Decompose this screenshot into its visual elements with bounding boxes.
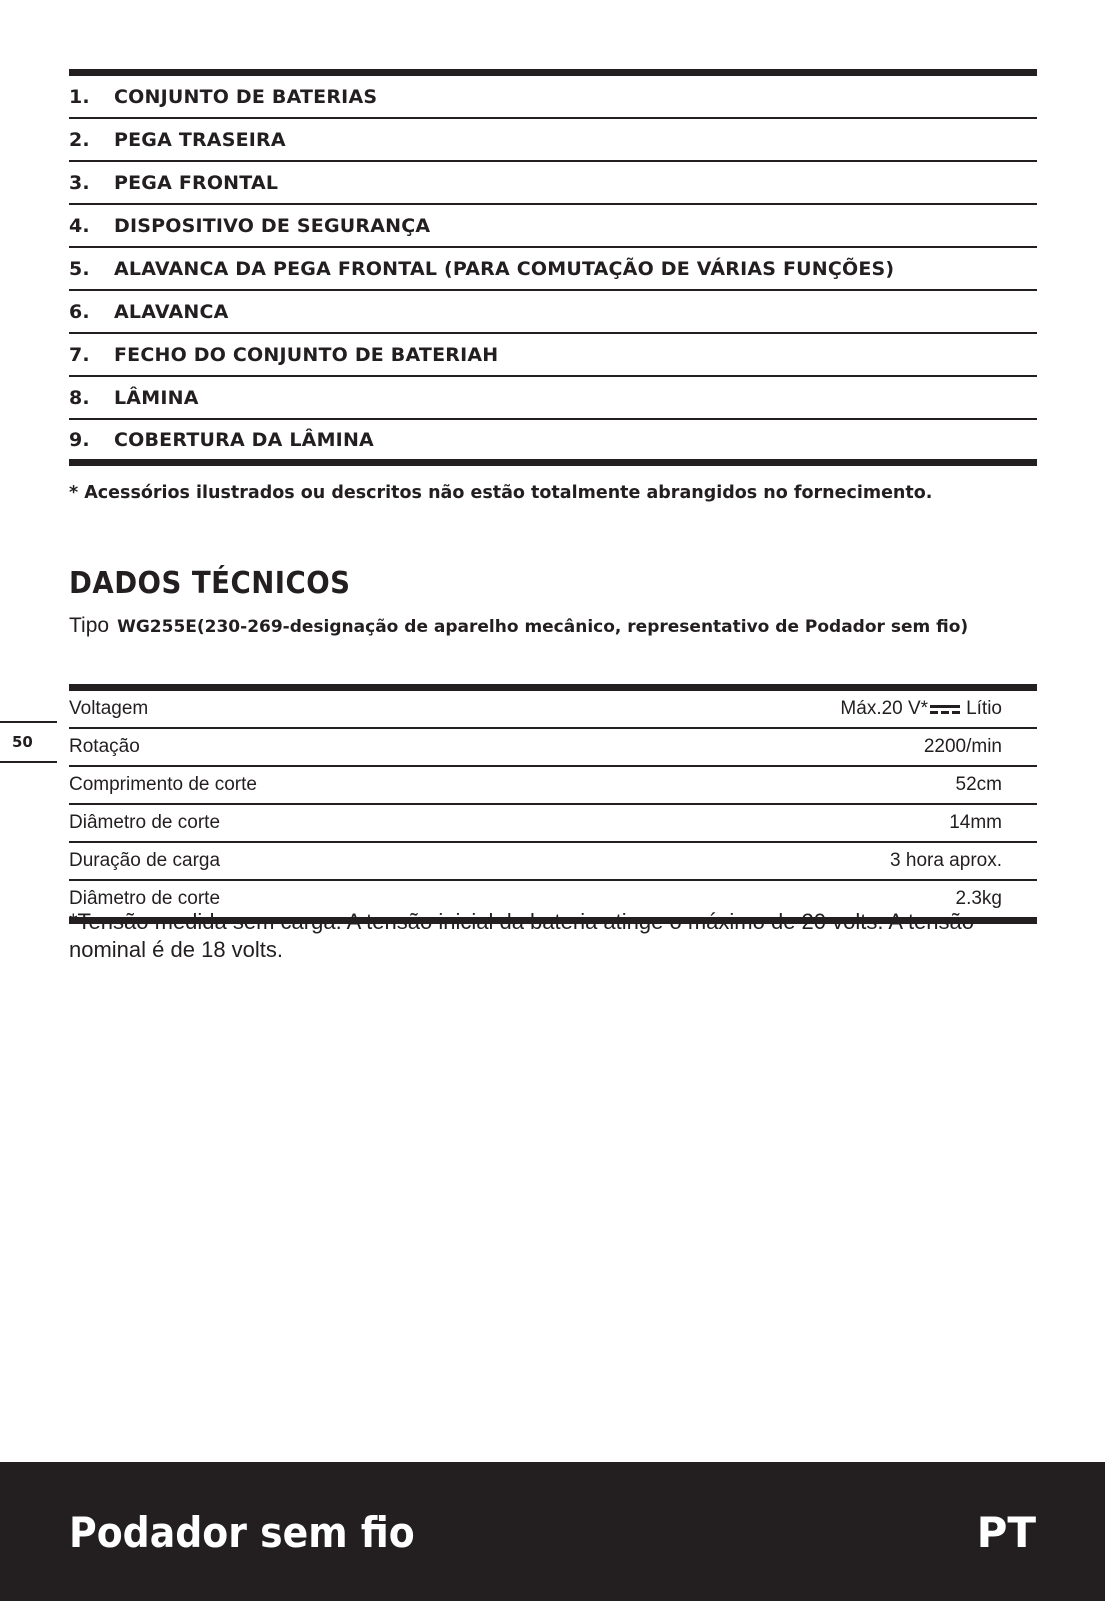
item-number: 1. [69,85,90,108]
list-item [69,76,1037,119]
item-number: 4. [69,214,90,237]
table-row [69,843,1037,881]
spec-label: Rotação [69,736,140,757]
type-line [69,612,1029,642]
column-divider [369,843,371,879]
language-code: PT [976,1508,1036,1557]
item-label: FECHO DO CONJUNTO DE BATERIAH [114,343,499,366]
item-label: ALAVANCA DA PEGA FRONTAL (PARA COMUTAÇÃO DE VÁRIAS FUNÇÕES) [114,257,895,280]
parts-list [69,69,1037,466]
spec-value [840,698,1037,720]
item-number: 3. [69,171,90,194]
footer-band [0,1462,1105,1601]
dc-current-icon [930,704,960,714]
battery-type: Lítio [966,698,1002,719]
spec-value: 2.3kg [955,888,1002,909]
column-divider [369,767,371,803]
spec-value: 2200/min [923,736,1002,757]
voltage-value: Máx.20 V* [840,698,929,719]
type-label: Tipo [69,614,110,637]
item-label: LÂMINA [114,386,199,409]
spec-label: Diâmetro de corte [69,888,221,909]
spec-label: Comprimento de corte [69,774,257,795]
item-number: 5. [69,257,90,280]
item-label: PEGA FRONTAL [114,171,279,194]
list-item [69,377,1037,420]
accessories-note: * Acessórios ilustrados ou descritos não estão totalmente abrangidos no fornecimento. [69,483,933,503]
spec-label: Duração de carga [69,850,221,871]
section-title: DADOS TÉCNICOS [69,566,351,601]
item-number: 7. [69,343,90,366]
footer-title: Podador sem fio [69,1508,415,1557]
item-number: 6. [69,300,90,323]
item-number: 9. [69,428,90,451]
list-item [69,334,1037,377]
column-divider [369,691,371,727]
list-item [69,119,1037,162]
table-row [69,729,1037,767]
item-label: COBERTURA DA LÂMINA [114,428,374,451]
item-label: CONJUNTO DE BATERIAS [114,85,378,108]
page-number: 50 [0,721,57,763]
item-label: DISPOSITIVO DE SEGURANÇA [114,214,431,237]
spec-value: 3 hora aprox. [890,850,1002,871]
column-divider [369,729,371,765]
spec-value: 52cm [955,774,1002,795]
list-item [69,162,1037,205]
spec-label: Diâmetro de corte [69,812,221,833]
list-item [69,291,1037,334]
list-item [69,420,1037,466]
spec-value: 14mm [949,812,1002,833]
column-divider [369,805,371,841]
item-number: 2. [69,128,90,151]
spec-table [69,684,1037,924]
item-label: PEGA TRASEIRA [114,128,286,151]
list-item [69,248,1037,291]
item-number: 8. [69,386,90,409]
item-label: ALAVANCA [114,300,229,323]
voltage-note: *Tensão medida sem carga. A tensão inicial da bateria atinge o máximo de 20 volts. A tensão nominal é de 18 volts. [69,909,974,962]
table-row [69,767,1037,805]
type-value: WG255E(230-269-designação de aparelho mecânico, representativo de Podador sem fio) [117,617,969,637]
spec-label: Voltagem [69,698,149,719]
table-row [69,691,1037,729]
list-item [69,205,1037,248]
table-row [69,805,1037,843]
